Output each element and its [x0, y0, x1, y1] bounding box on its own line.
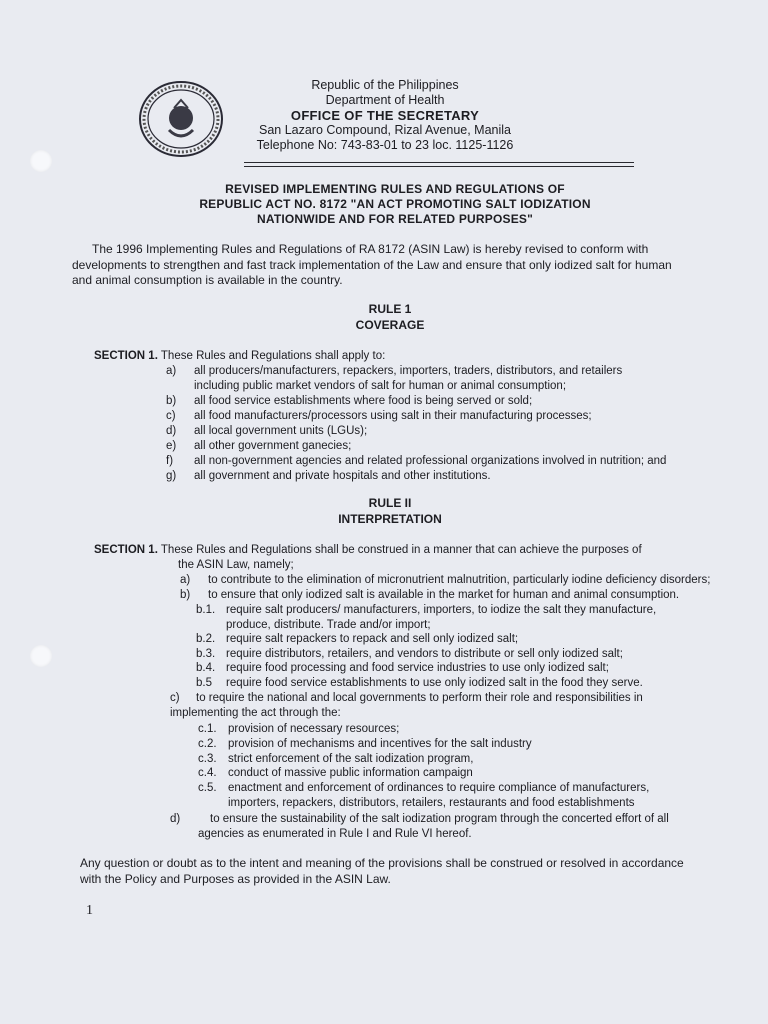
item-label: b.1.: [196, 604, 216, 616]
item-label: c.4.: [198, 767, 217, 780]
item-text: conduct of massive public information campaign: [228, 767, 473, 780]
rule1-section: [94, 349, 385, 363]
closing-line: with the Policy and Purposes as provided in the ASIN Law.: [80, 871, 391, 886]
item-label: a): [180, 574, 191, 586]
section-text: These Rules and Regulations shall be construed in a manner that can achieve the purposes of: [160, 544, 642, 556]
letterhead-divider: [244, 166, 634, 167]
item-text: all other government ganecies;: [194, 440, 352, 452]
rule1-heading: RULE 1: [368, 302, 412, 316]
item-label: b.4.: [196, 662, 216, 675]
letterhead: [240, 78, 530, 153]
item-label: c): [166, 410, 176, 422]
letterhead-divider: [244, 162, 634, 163]
rule1-subheading: COVERAGE: [355, 318, 425, 332]
title-line: REVISED IMPLEMENTING RULES AND REGULATIONS OF: [225, 182, 565, 196]
intro-line: and animal consumption is available in the country.: [72, 273, 343, 287]
punch-hole: [30, 645, 52, 667]
document-title: [150, 182, 640, 227]
item-text: provision of mechanisms and incentives for the salt industry: [228, 737, 532, 750]
item-text: require food service establishments to use only iodized salt in the food they serve.: [226, 677, 643, 689]
closing-paragraph: [80, 856, 720, 887]
section-label: SECTION 1.: [94, 350, 158, 362]
item-text: all government and private hospitals and other institutions.: [194, 470, 491, 482]
item-text: all non-government agencies and related professional organizations involved in nutrition; and: [194, 455, 667, 467]
letterhead-telephone: Telephone No: 743-83-01 to 23 loc. 1125-1126: [256, 138, 514, 152]
item-text: to require the national and local governments to perform their role and responsibilities in: [196, 692, 643, 704]
item-text: require salt producers/ manufacturers, importers, to iodize the salt they manufacture,: [226, 604, 657, 616]
item-text: strict enforcement of the salt iodization program,: [228, 752, 474, 765]
intro-line: The 1996 Implementing Rules and Regulations of RA 8172 (ASIN Law) is hereby revised to conform with: [92, 242, 649, 256]
item-label: d): [170, 813, 181, 825]
item-label: c.1.: [198, 723, 217, 735]
item-text: importers, repackers, distributors, retailers, restaurants and food establishments: [228, 797, 635, 809]
title-line: REPUBLIC ACT NO. 8172 "AN ACT PROMOTING SALT IODIZATION: [199, 197, 591, 211]
rule2-subheading: INTERPRETATION: [338, 512, 442, 526]
item-text: produce, distribute. Trade and/or import;: [226, 618, 431, 631]
item-text-cont: implementing the act through the:: [170, 707, 341, 719]
section-text-cont: the ASIN Law, namely;: [178, 559, 294, 571]
doh-seal-icon: [138, 80, 224, 158]
item-label: c): [170, 692, 180, 704]
item-text: to contribute to the elimination of micronutrient malnutrition, particularly iodine deficiency disorders;: [208, 574, 711, 586]
item-text: provision of necessary resources;: [228, 723, 400, 735]
item-text: require distributors, retailers, and vendors to distribute or sell only iodized salt;: [226, 647, 623, 660]
item-text: all food service establishments where food is being served or sold;: [194, 395, 533, 407]
item-text: all producers/manufacturers, repackers, importers, traders, distributors, and retailers: [194, 365, 623, 377]
item-label: g): [166, 470, 177, 482]
item-label: b.5: [196, 677, 212, 689]
rule2-section: [94, 543, 642, 557]
item-text: require salt repackers to repack and sell only iodized salt;: [226, 633, 519, 646]
letterhead-address: San Lazaro Compound, Rizal Avenue, Manila: [258, 123, 511, 137]
item-label: a): [166, 365, 177, 377]
item-text-cont: agencies as enumerated in Rule I and Rule VI hereof.: [198, 828, 472, 840]
item-text: enactment and enforcement of ordinances to require compliance of manufacturers,: [228, 782, 650, 795]
item-label: f): [166, 455, 174, 467]
item-text: to ensure that only iodized salt is available in the market for human and animal consumption.: [208, 589, 680, 601]
item-label: b): [166, 395, 177, 407]
closing-line: Any question or doubt as to the intent and meaning of the provisions shall be construed or resolved in accordance: [80, 856, 684, 870]
item-label: c.5.: [198, 782, 217, 795]
punch-hole: [30, 150, 52, 172]
item-label: c.3.: [198, 752, 217, 765]
item-label: c.2.: [198, 737, 217, 750]
section-label: SECTION 1.: [94, 544, 158, 556]
item-label: b): [180, 589, 191, 601]
intro-paragraph: [72, 242, 692, 289]
item-text: including public market vendors of salt for human or animal consumption;: [194, 380, 567, 392]
page-number: 1: [86, 903, 93, 918]
item-label: d): [166, 425, 177, 437]
section-text: These Rules and Regulations shall apply to:: [160, 350, 386, 362]
letterhead-office: OFFICE OF THE SECRETARY: [290, 108, 480, 123]
item-label: b.3.: [196, 647, 216, 660]
item-text: all food manufacturers/processors using salt in their manufacturing processes;: [194, 410, 592, 422]
letterhead-republic: Republic of the Philippines: [311, 78, 459, 92]
item-text: require food processing and food service industries to use only iodized salt;: [226, 662, 609, 675]
item-text: all local government units (LGUs);: [194, 425, 368, 437]
item-label: e): [166, 440, 177, 452]
letterhead-department: Department of Health: [325, 93, 445, 107]
item-label: b.2.: [196, 633, 216, 646]
title-line: NATIONWIDE AND FOR RELATED PURPOSES": [256, 212, 533, 226]
intro-line: developments to strengthen and fast track implementation of the Law and ensure that only iodized salt for human: [72, 257, 672, 272]
rule2-heading: RULE II: [368, 496, 412, 510]
item-text: to ensure the sustainability of the salt iodization program through the concerted effort of all: [210, 813, 669, 825]
